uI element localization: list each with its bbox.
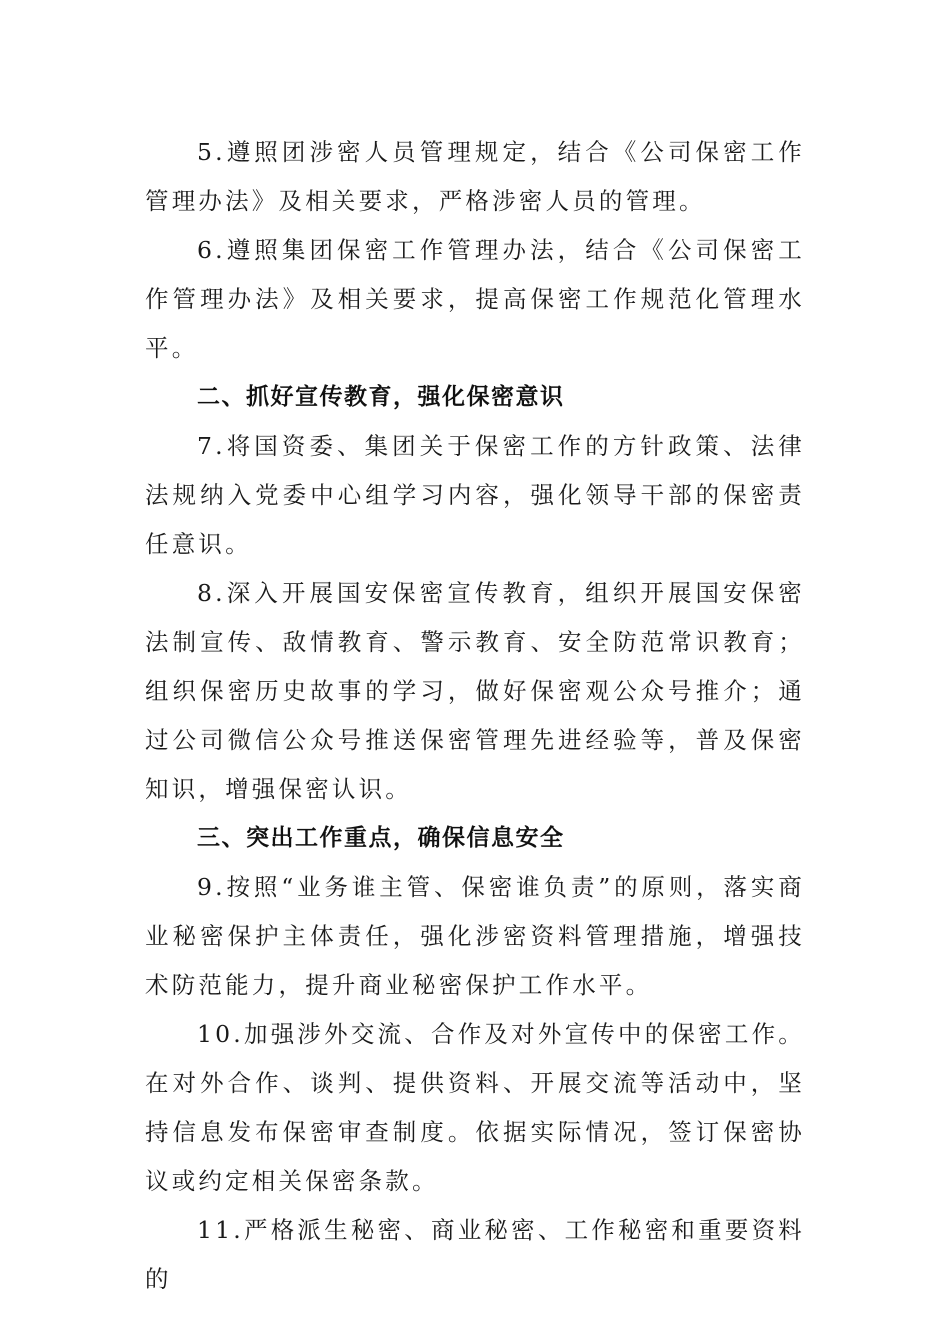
paragraph-item-6: 6.遵照集团保密工作管理办法，结合《公司保密工作管理办法》及相关要求，提高保密工作规范化管理水平。 — [145, 236, 805, 362]
paragraph-item-5: 5.遵照团涉密人员管理规定，结合《公司保密工作管理办法》及相关要求，严格涉密人员的管理。 — [145, 138, 805, 215]
paragraph-item-10: 10.加强涉外交流、合作及对外宣传中的保密工作。在对外合作、谈判、提供资料、开展交流等活动中，坚持信息发布保密审查制度。依据实际情况，签订保密协议或约定相关保密条款。 — [145, 1020, 805, 1195]
paragraph-item-8: 8.深入开展国安保密宣传教育，组织开展国安保密法制宣传、敌情教育、警示教育、安全防范常识教育；组织保密历史故事的学习，做好保密观公众号推介；通过公司微信公众号推送保密管理先进经验等，普及保密知识，增强保密认识。 — [145, 579, 805, 803]
paragraph-item-9: 9.按照“业务谁主管、保密谁负责”的原则，落实商业秘密保护主体责任，强化涉密资料管理措施，增强技术防范能力，提升商业秘密保护工作水平。 — [145, 873, 805, 999]
paragraph-item-11: 11.严格派生秘密、商业秘密、工作秘密和重要资料的 — [145, 1216, 805, 1293]
paragraph-item-7: 7.将国资委、集团关于保密工作的方针政策、法律法规纳入党委中心组学习内容，强化领导干部的保密责任意识。 — [145, 432, 805, 558]
section-heading-2: 二、抓好宣传教育，强化保密意识 — [197, 384, 565, 410]
section-heading-3: 三、突出工作重点，确保信息安全 — [197, 825, 565, 851]
document-page — [145, 128, 805, 1304]
